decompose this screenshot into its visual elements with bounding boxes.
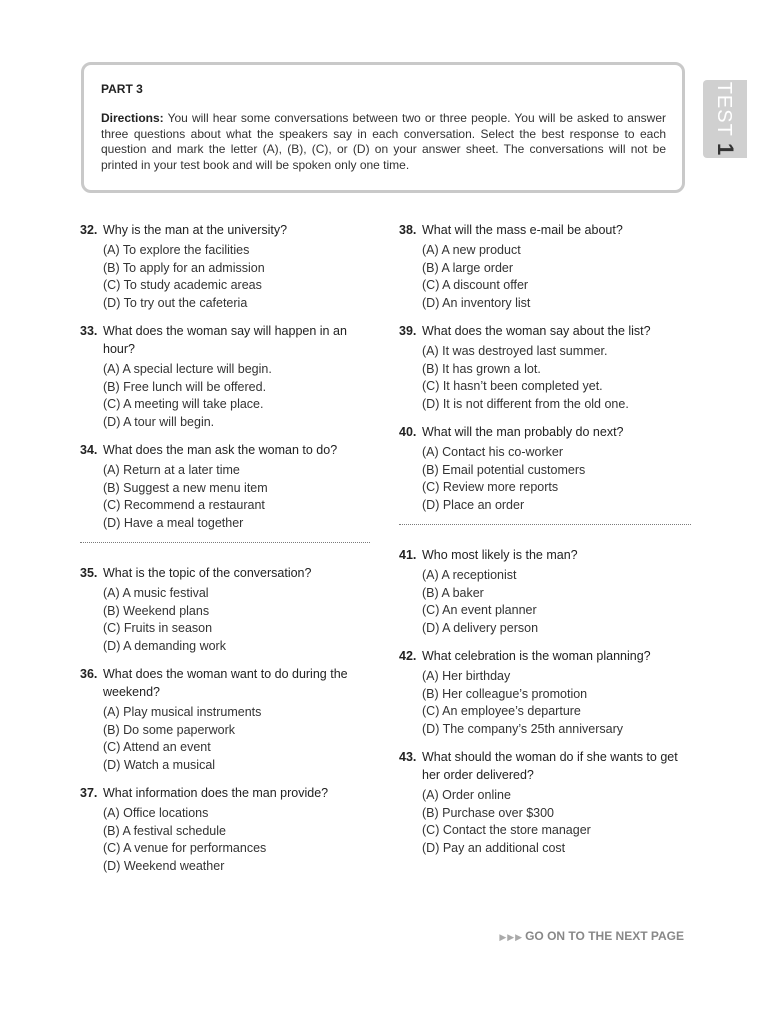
answer-option: (A) Play musical instruments: [103, 705, 262, 719]
answer-options: [399, 668, 691, 738]
question-item: [399, 546, 691, 637]
answer-option: (C) Contact the store manager: [422, 823, 591, 837]
question-item: [80, 221, 370, 312]
answer-option: (A) It was destroyed last summer.: [422, 344, 608, 358]
answer-option: (D) To try out the cafeteria: [103, 295, 248, 310]
answer-options: [399, 343, 691, 413]
directions-label: Directions:: [101, 111, 164, 125]
answer-option: (C) Fruits in season: [103, 621, 213, 635]
next-page-indicator: [499, 929, 684, 943]
question-stem: [399, 748, 691, 784]
answer-option: (A) To explore the facilities: [103, 243, 250, 257]
question-item: [399, 647, 691, 738]
answer-option: (C) It hasn’t been completed yet.: [422, 379, 603, 393]
answer-option: (B) A festival schedule: [103, 823, 226, 838]
answer-option: (C) Review more reports: [422, 480, 559, 494]
question-text: What will the man probably do next?: [422, 425, 624, 439]
question-stem: [80, 441, 370, 459]
answer-option: (B) To apply for an admission: [103, 260, 265, 275]
question-number: 40.: [399, 425, 417, 439]
answer-option: (B) Email potential customers: [422, 462, 586, 477]
answer-option: (B) A baker: [422, 585, 484, 600]
answer-option: (C) Recommend a restaurant: [103, 498, 265, 512]
question-stem: [399, 322, 691, 340]
question-number: 43.: [399, 750, 417, 764]
question-number: 36.: [80, 667, 98, 681]
question-stem: [399, 546, 691, 564]
answer-options: [80, 585, 370, 655]
question-text: What does the man ask the woman to do?: [103, 443, 338, 457]
answer-option: (D) Have a meal together: [103, 515, 244, 530]
next-page-text: GO ON TO THE NEXT PAGE: [525, 929, 684, 943]
directions-body: You will hear some conversations between two or three people. You will be asked to answer three questions about what the speakers say in each conversation. Select the best response to each question and mark the letter (A), (B), (C), or (D) on your answer sheet. The conversations will not be printed in your test book and will be spoken only one time.: [101, 111, 666, 172]
answer-options: [80, 462, 370, 532]
test-tab-number: 1: [713, 143, 738, 157]
answer-option: (B) Do some paperwork: [103, 722, 235, 737]
answer-options: [399, 242, 691, 312]
test-tab: [703, 80, 747, 158]
answer-option: (D) It is not different from the old one.: [422, 396, 629, 411]
answer-option: (B) Purchase over $300: [422, 805, 555, 820]
question-item: [80, 322, 370, 431]
question-number: 38.: [399, 223, 417, 237]
question-text: Who most likely is the man?: [422, 548, 578, 562]
answer-option: (D) Pay an additional cost: [422, 840, 566, 855]
question-stem: [399, 221, 691, 239]
answer-option: (A) Contact his co-worker: [422, 445, 564, 459]
question-number: 42.: [399, 649, 417, 663]
conversation-divider: [399, 524, 691, 525]
question-text: What information does the man provide?: [103, 786, 329, 800]
conversation-divider: [80, 542, 370, 543]
answer-options: [80, 704, 370, 774]
answer-option: (C) An employee’s departure: [422, 704, 581, 718]
answer-option: (A) A receptionist: [422, 568, 517, 582]
question-text: What will the mass e-mail be about?: [422, 223, 623, 237]
question-stem: [80, 784, 370, 802]
question-number: 39.: [399, 324, 417, 338]
right-question-column: [399, 221, 691, 867]
answer-option: (B) It has grown a lot.: [422, 361, 541, 376]
question-number: 37.: [80, 786, 98, 800]
answer-option: (A) A special lecture will begin.: [103, 362, 272, 376]
answer-option: (D) A delivery person: [422, 620, 539, 635]
answer-options: [399, 787, 691, 857]
question-text: What does the woman say will happen in an hour?: [103, 324, 347, 356]
question-number: 35.: [80, 566, 98, 580]
directions-box: [81, 62, 685, 193]
answer-option: (D) A demanding work: [103, 638, 226, 653]
question-item: [399, 221, 691, 312]
left-question-column: [80, 221, 370, 885]
question-stem: [80, 665, 370, 701]
question-item: [399, 423, 691, 514]
question-text: What celebration is the woman planning?: [422, 649, 651, 663]
question-item: [80, 441, 370, 532]
question-stem: [80, 564, 370, 582]
answer-option: (B) Suggest a new menu item: [103, 480, 268, 495]
answer-option: (A) Her birthday: [422, 669, 511, 683]
answer-option: (B) A large order: [422, 260, 514, 275]
answer-option: (A) Order online: [422, 788, 511, 802]
question-item: [80, 665, 370, 774]
question-text: What does the woman say about the list?: [422, 324, 651, 338]
question-number: 34.: [80, 443, 98, 457]
answer-option: (C) A venue for performances: [103, 841, 267, 855]
answer-options: [399, 444, 691, 514]
question-stem: [80, 221, 370, 239]
question-text: What is the topic of the conversation?: [103, 566, 312, 580]
question-stem: [399, 423, 691, 441]
answer-option: (D) An inventory list: [422, 295, 531, 310]
answer-option: (B) Weekend plans: [103, 603, 210, 618]
question-item: [399, 748, 691, 857]
question-number: 33.: [80, 324, 98, 338]
answer-option: (D) Watch a musical: [103, 757, 216, 772]
question-number: 41.: [399, 548, 417, 562]
answer-option: (B) Her colleague’s promotion: [422, 686, 588, 701]
answer-option: (A) A music festival: [103, 586, 209, 600]
directions-text: [101, 111, 666, 173]
answer-option: (C) Attend an event: [103, 740, 211, 754]
answer-option: (C) A meeting will take place.: [103, 397, 264, 411]
question-stem: [80, 322, 370, 358]
answer-options: [80, 805, 370, 875]
answer-options: [399, 567, 691, 637]
question-number: 32.: [80, 223, 98, 237]
question-item: [80, 564, 370, 655]
answer-option: (C) An event planner: [422, 603, 537, 617]
question-item: [80, 784, 370, 875]
answer-option: (D) Weekend weather: [103, 858, 225, 873]
answer-option: (D) Place an order: [422, 497, 525, 512]
answer-option: (A) A new product: [422, 243, 521, 257]
answer-option: (B) Free lunch will be offered.: [103, 379, 267, 394]
question-text: What does the woman want to do during the weekend?: [103, 667, 348, 699]
question-text: What should the woman do if she wants to get her order delivered?: [422, 750, 678, 782]
answer-option: (D) The company’s 25th anniversary: [422, 721, 624, 736]
answer-option: (A) Office locations: [103, 806, 209, 820]
test-tab-label: TEST 1: [713, 81, 738, 157]
question-text: Why is the man at the university?: [103, 223, 288, 237]
question-item: [399, 322, 691, 413]
answer-options: [80, 361, 370, 431]
answer-options: [80, 242, 370, 312]
answer-option: (D) A tour will begin.: [103, 414, 215, 429]
arrow-right-icon: ▶▶▶: [499, 932, 524, 942]
answer-option: (A) Return at a later time: [103, 463, 240, 477]
question-stem: [399, 647, 691, 665]
answer-option: (C) A discount offer: [422, 278, 529, 292]
answer-option: (C) To study academic areas: [103, 278, 262, 292]
part-title: PART 3: [101, 82, 143, 96]
